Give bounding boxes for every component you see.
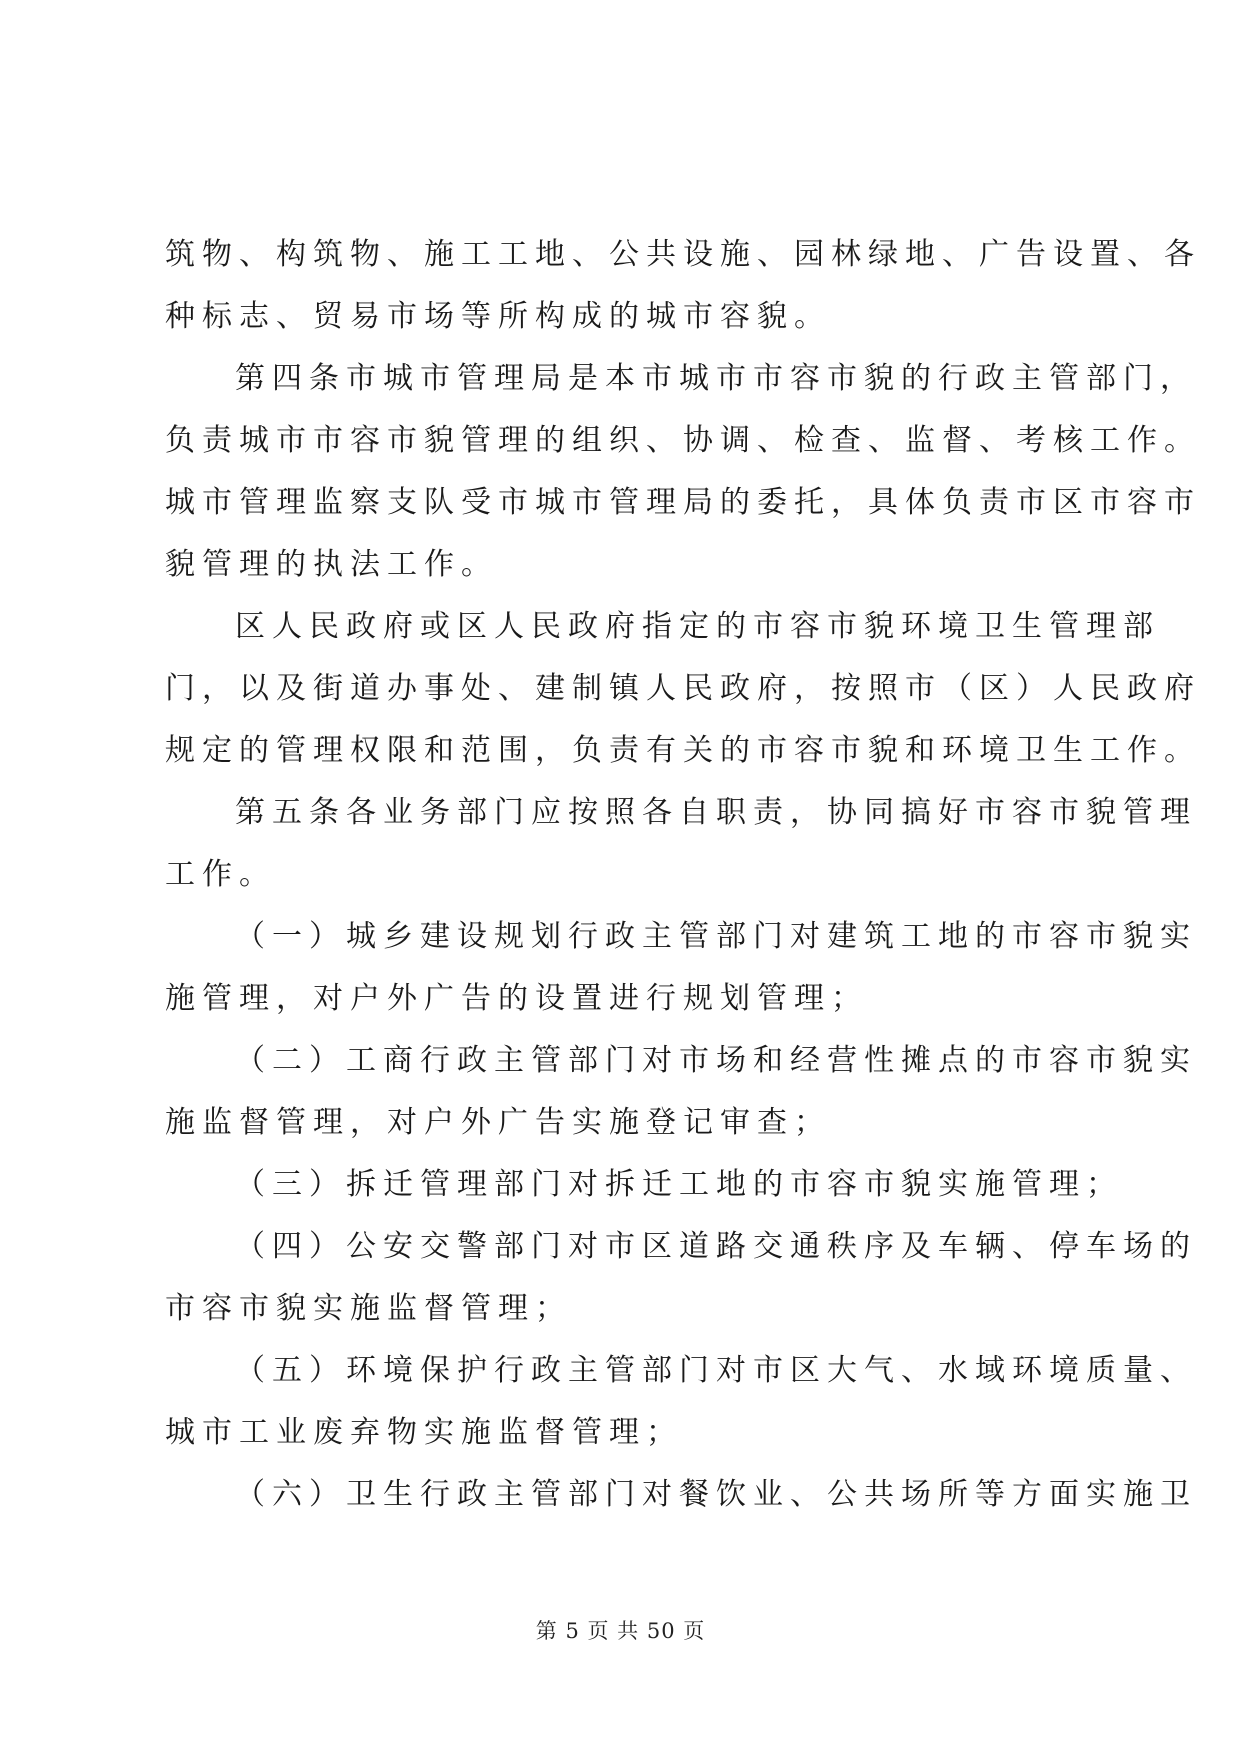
text-line: 第五条各业务部门应按照各自职责，协同搞好市容市貌管理 — [235, 795, 1197, 830]
text-line: 貌管理的执法工作。 — [165, 547, 498, 582]
text-line: （四）公安交警部门对市区道路交通秩序及车辆、停车场的 — [235, 1229, 1197, 1264]
text-line: 工作。 — [165, 857, 276, 892]
text-line: 市容市貌实施监督管理； — [165, 1291, 572, 1326]
text-line: 规定的管理权限和范围，负责有关的市容市貌和环境卫生工作。 — [165, 733, 1201, 768]
text-line: 第四条市城市管理局是本市城市市容市貌的行政主管部门， — [235, 361, 1197, 396]
text-line: 城市工业废弃物实施监督管理； — [165, 1415, 683, 1450]
document-body — [165, 224, 1201, 1526]
text-line: （五）环境保护行政主管部门对市区大气、水域环境质量、 — [235, 1353, 1197, 1388]
text-line: 种标志、贸易市场等所构成的城市容貌。 — [165, 299, 831, 334]
text-line: （三）拆迁管理部门对拆迁工地的市容市貌实施管理； — [235, 1167, 1123, 1202]
text-line: 施监督管理，对户外广告实施登记审查； — [165, 1105, 831, 1140]
text-line: 负责城市市容市貌管理的组织、协调、检查、监督、考核工作。 — [165, 423, 1201, 458]
page-number-footer: 第 5 页 共 50 页 — [535, 1619, 706, 1643]
text-line: 施管理，对户外广告的设置进行规划管理； — [165, 981, 868, 1016]
text-line: 城市管理监察支队受市城市管理局的委托，具体负责市区市容市 — [165, 485, 1201, 520]
text-line: （二）工商行政主管部门对市场和经营性摊点的市容市貌实 — [235, 1043, 1197, 1078]
text-line: （一）城乡建设规划行政主管部门对建筑工地的市容市貌实 — [235, 919, 1197, 954]
text-line: 门，以及街道办事处、建制镇人民政府，按照市（区）人民政府 — [165, 671, 1201, 706]
text-line: （六）卫生行政主管部门对餐饮业、公共场所等方面实施卫 — [235, 1477, 1197, 1512]
text-line: 筑物、构筑物、施工工地、公共设施、园林绿地、广告设置、各 — [165, 237, 1201, 272]
text-line: 区人民政府或区人民政府指定的市容市貌环境卫生管理部 — [235, 609, 1160, 644]
